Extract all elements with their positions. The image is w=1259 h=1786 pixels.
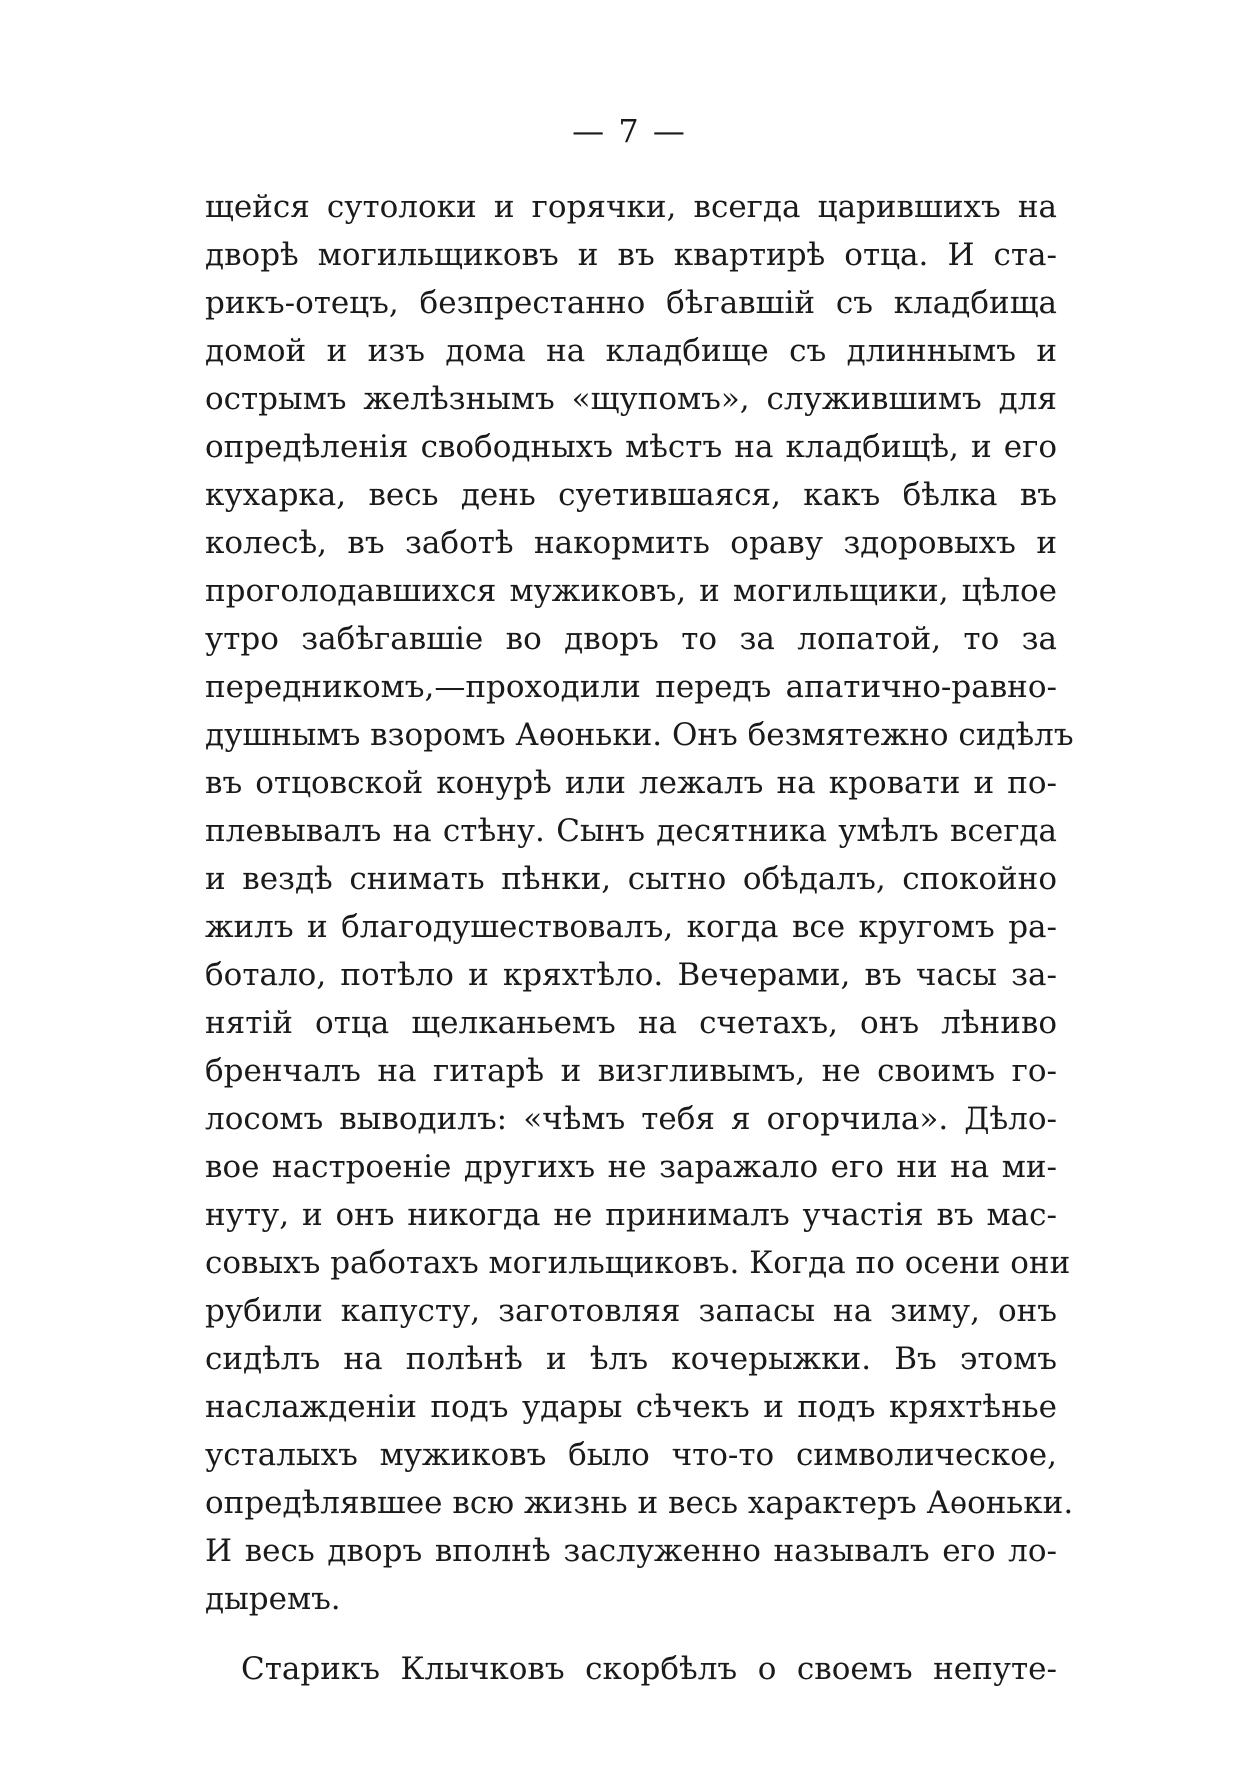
text-line: опредѣленія свободныхъ мѣстъ на кладбищѣ, и его [205, 429, 1057, 465]
text-line: опредѣлявшее всю жизнь и весь характеръ Аѳоньки. [205, 1485, 1074, 1521]
text-line: щейся сутолоки и горячки, всегда царившихъ на [205, 189, 1057, 225]
text-line: ботало, потѣло и кряхтѣло. Вечерами, въ часы за- [205, 957, 1057, 993]
text-line: лосомъ выводилъ: «чѣмъ тебя я огорчила». Дѣло- [205, 1101, 1057, 1137]
text-line: рикъ-отецъ, безпрестанно бѣгавшій съ кладбища [205, 285, 1057, 321]
text-line: бренчалъ на гитарѣ и визгливымъ, не своимъ го- [205, 1053, 1057, 1089]
text-line: совыхъ работахъ могильщиковъ. Когда по осени они [205, 1245, 1071, 1281]
text-line: и вездѣ снимать пѣнки, сытно обѣдалъ, спокойно [205, 861, 1057, 897]
text-line: утро забѣгавшіе во дворъ то за лопатой, то за [205, 621, 1057, 657]
text-line: въ отцовской конурѣ или лежалъ на кровати и по- [205, 765, 1057, 801]
text-line: наслажденіи подъ удары сѣчекъ и подъ кряхтѣнье [205, 1389, 1057, 1425]
text-line: вое настроеніе другихъ не заражало его ни на ми- [205, 1149, 1057, 1185]
text-line: дворѣ могильщиковъ и въ квартирѣ отца. И ста- [205, 237, 1057, 273]
paragraph-gap [205, 1623, 1057, 1645]
text-line: И весь дворъ вполнѣ заслуженно называлъ его ло- [205, 1533, 1057, 1569]
text-line: дыремъ. [205, 1581, 341, 1617]
text-line: жилъ и благодушествовалъ, когда все кругомъ ра- [205, 909, 1057, 945]
text-line: нуту, и онъ никогда не принималъ участія въ мас- [205, 1197, 1057, 1233]
text-line: рубили капусту, заготовляя запасы на зиму, онъ [205, 1293, 1057, 1329]
page-number: — 7 — [572, 112, 687, 150]
text-line: Старикъ Клычковъ скорбѣлъ о своемъ непуте- [241, 1651, 1057, 1687]
text-line: домой и изъ дома на кладбище съ длиннымъ и [205, 333, 1057, 369]
text-line: плевывалъ на стѣну. Сынъ десятника умѣлъ всегда [205, 813, 1057, 849]
paragraph [205, 183, 1074, 1623]
text-line: колесѣ, въ заботѣ накормить ораву здоровыхъ и [205, 525, 1057, 561]
text-line: усталыхъ мужиковъ было что-то символическое, [205, 1437, 1057, 1473]
text-line: острымъ желѣзнымъ «щупомъ», служившимъ для [205, 381, 1057, 417]
text-line: кухарка, весь день суетившаяся, какъ бѣлка въ [205, 477, 1057, 513]
text-line: проголодавшихся мужиковъ, и могильщики, цѣлое [205, 573, 1057, 609]
text-line: нятій отца щелканьемъ на счетахъ, онъ лѣниво [205, 1005, 1057, 1041]
text-line: душнымъ взоромъ Аѳоньки. Онъ безмятежно сидѣлъ [205, 717, 1074, 753]
text-block [205, 183, 1074, 1693]
paragraph [205, 1645, 1057, 1693]
text-line: сидѣлъ на полѣнѣ и ѣлъ кочерыжки. Въ этомъ [205, 1341, 1057, 1377]
text-line: передникомъ,—проходили передъ апатично-равно- [205, 669, 1057, 705]
